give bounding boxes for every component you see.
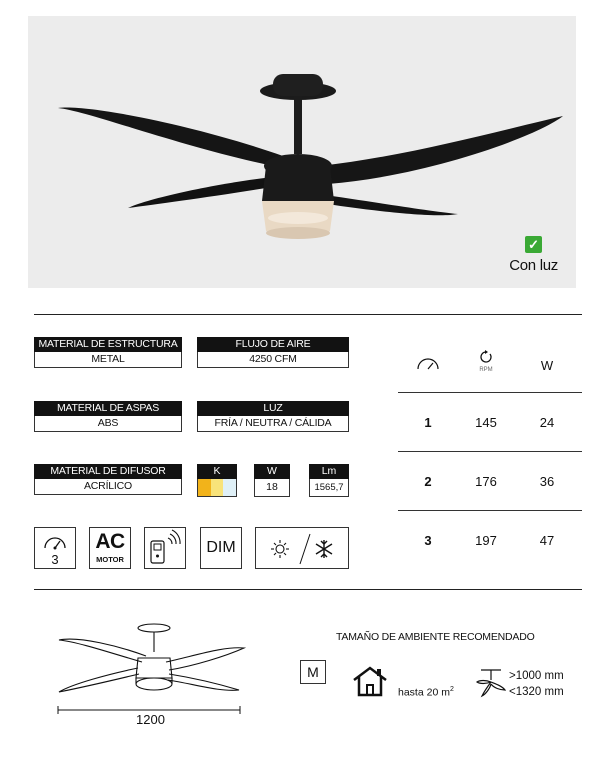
spec-structure-material [34,337,182,368]
room-area: hasta 20 $m^2$ [398,686,454,699]
speed-count: 3 [51,552,59,567]
spec-blade-material [34,401,182,432]
feature-ac-motor [89,527,131,569]
sun-icon [271,540,289,558]
diameter-label: 1200 [136,712,165,727]
spec-label: W [254,464,290,479]
spec-label: FLUJO DE AIRE [197,337,349,352]
spec-value: ACRÍLICO [34,479,182,495]
height-min: >1000 mm [509,670,564,682]
spec-label: Lm [309,464,349,479]
height-max: <1320 mm [509,686,564,698]
snowflake-icon [316,540,332,558]
table-divider [398,392,582,393]
watts-header: W [540,358,554,373]
spec-lumens [309,464,349,497]
ac-label: AC [95,530,125,553]
spec-value: FRÍA / NEUTRA / CÁLIDA [197,416,349,432]
speedometer-icon [415,356,441,370]
spec-value: 4250 CFM [197,352,349,368]
ceiling-fan-illustration [28,16,576,288]
spec-value: METAL [34,352,182,368]
spec-color-temperature [197,464,237,497]
spec-watts [254,464,290,497]
table-divider [398,510,582,511]
table-row: 3 197 47 [424,533,555,548]
color-temperature-swatches [197,479,237,497]
spec-value: ABS [34,416,182,432]
rpm-icon [479,350,493,364]
spec-label: LUZ [197,401,349,416]
house-icon [350,665,390,697]
spec-diffuser-material [34,464,182,495]
spec-value: 18 [254,479,290,497]
room-size-badge: M [300,660,326,684]
divider-top [34,314,582,315]
feature-dimmable [200,527,242,569]
spec-label: MATERIAL DE DIFUSOR [34,464,182,479]
swatch-neutral [211,479,224,496]
check-icon: ✓ [525,236,542,253]
table-divider [398,451,582,452]
spec-value: 1565,7 [309,479,349,497]
product-photo [28,16,576,288]
fan-height-icon [476,668,506,698]
motor-label: MOTOR [96,555,124,564]
spec-label: K [197,464,237,479]
dim-label: DIM [206,539,236,556]
remote-control-icon [145,528,185,568]
table-row: 2 176 36 [424,474,555,489]
speedometer-icon [35,530,75,552]
room-size-title: TAMAÑO DE AMBIENTE RECOMENDADO [336,631,535,643]
table-row: 1 145 24 [424,415,555,430]
spec-airflow [197,337,349,368]
rpm-header [461,350,511,373]
light-badge [509,236,558,274]
spec-label: MATERIAL DE ESTRUCTURA [34,337,182,352]
spec-label: MATERIAL DE ASPAS [34,401,182,416]
season-mode-icons [256,528,348,568]
swatch-cold [223,479,236,496]
swatch-warm [198,479,211,496]
divider-bottom [34,589,582,590]
feature-summer-winter [255,527,349,569]
spec-light [197,401,349,432]
rpm-label: RPM [479,367,493,373]
speed-table-header [398,350,582,408]
feature-speeds [34,527,76,569]
fan-line-drawing [54,618,254,714]
light-badge-label: Con luz [509,257,558,274]
speed-table [398,350,582,550]
feature-remote [144,527,186,569]
